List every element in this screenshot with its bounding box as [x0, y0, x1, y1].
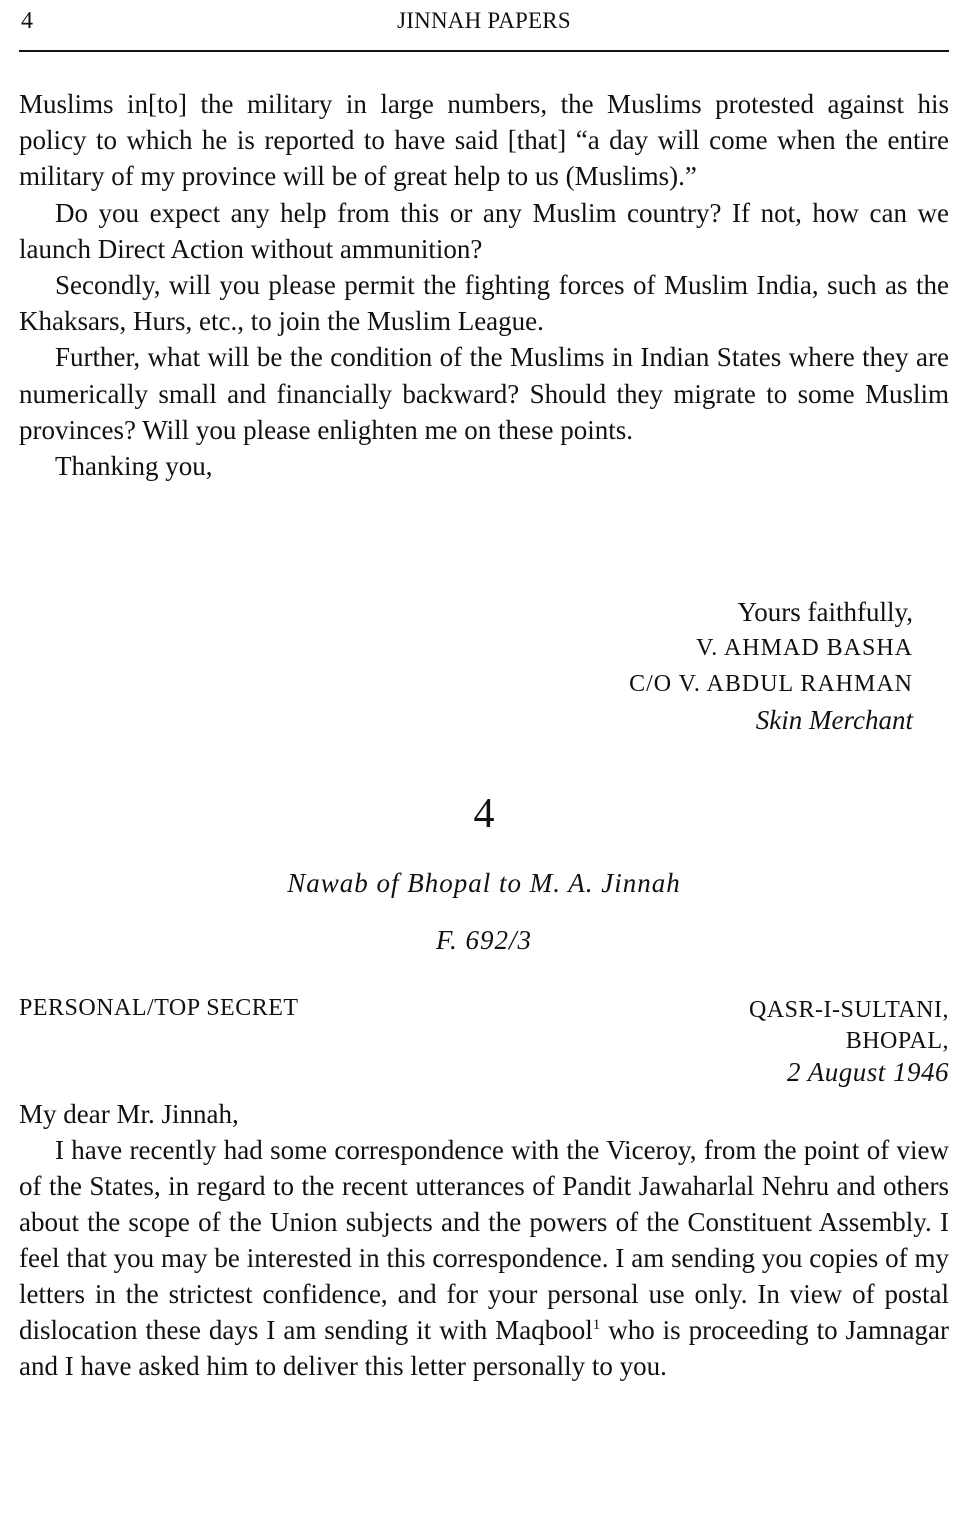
- address-line-2: BHOPAL,: [845, 1028, 949, 1054]
- sender-address: [749, 995, 949, 1088]
- salutation: My dear Mr. Jinnah,: [19, 1099, 239, 1129]
- signatory-occupation: Skin Merchant: [755, 705, 913, 735]
- indian-states-paragraph: Further, what will be the condition of the Muslims in Indian States where they are numerically small and financially backward? Should they migrate to some Muslim provinces? Will you please enlighten me on these points.: [19, 342, 949, 445]
- letter-text-before-footnote: I have recently had some correspondence with the Viceroy, from the point of view of the States, in regard to the recent utterances of Pandit Jawaharlal Nehru and others about the scope of the Union subjects and the powers of the Constituent Assembly. I feel that you may be interested in this correspondence. I am sending you copies of my letters in the strictest confidence, and for your personal use only. In view of postal dislocation these days I am sending it with Maqbool: [19, 1135, 949, 1345]
- valediction: Yours faithfully,: [737, 597, 913, 627]
- running-head: [19, 0, 949, 48]
- document-reference: F. 692/3: [435, 925, 532, 955]
- closing-line: Thanking you,: [55, 451, 213, 482]
- letter-text-after-footnote: who is proceeding to Jamnagar and I have asked him to deliver this letter personally to you.: [19, 1315, 949, 1381]
- previous-letter-text: [19, 86, 949, 484]
- book-page: [19, 0, 949, 1381]
- fighting-forces-paragraph: Secondly, will you please permit the fighting forces of Muslim India, such as the Khaksars, Hurs, etc., to join the Muslim League.: [19, 270, 949, 337]
- continued-paragraph: Muslims in[to] the military in large numbers, the Muslims protested against his policy to which he is reported to have said [that] “a day will come when the entire military of my province will be of great help to us (Muslims).”: [19, 89, 949, 192]
- care-of-line: C/O V. ABDUL RAHMAN: [629, 671, 913, 697]
- classification-label: PERSONAL/TOP SECRET: [19, 995, 299, 1021]
- running-title: JINNAH PAPERS: [397, 8, 571, 33]
- footnote-reference: 1: [592, 1317, 601, 1333]
- signature-block: [629, 594, 913, 738]
- letter-body: [19, 1096, 949, 1384]
- document-number: 4: [473, 791, 495, 837]
- signatory-name: V. AHMAD BASHA: [696, 635, 913, 661]
- letter-date: 2 August 1946: [786, 1057, 949, 1087]
- header-rule: [19, 50, 949, 52]
- address-line-1: QASR-I-SULTANI,: [748, 997, 949, 1023]
- document-heading: Nawab of Bhopal to M. A. Jinnah: [287, 868, 681, 898]
- direct-action-paragraph: Do you expect any help from this or any Muslim country? If not, how can we launch Direct Action without ammunition?: [19, 197, 949, 264]
- page-number: 4: [21, 8, 33, 34]
- letter-paragraph: [19, 1132, 949, 1384]
